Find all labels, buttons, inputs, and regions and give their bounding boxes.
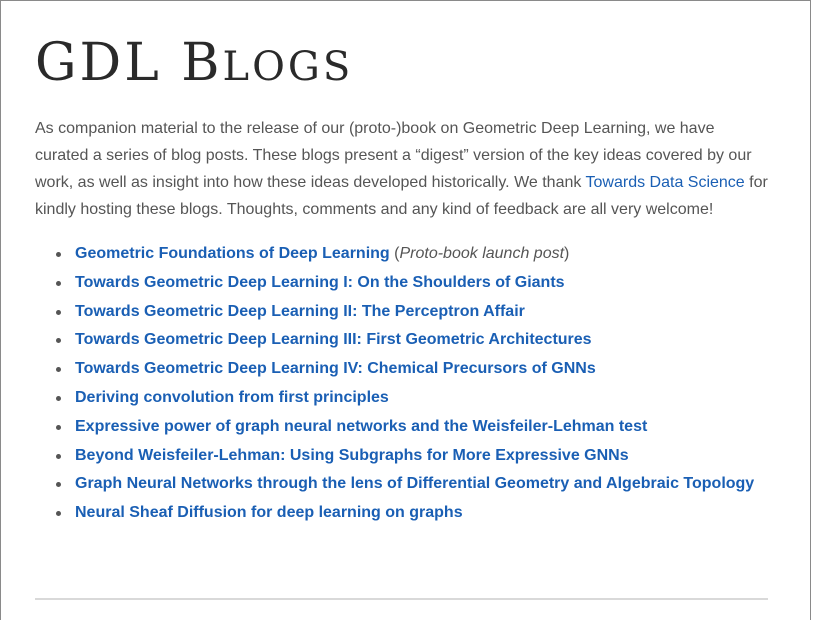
blog-post-link[interactable]: Towards Geometric Deep Learning II: The Perceptron Affair xyxy=(75,302,525,320)
blog-post-link[interactable]: Towards Geometric Deep Learning III: First Geometric Architectures xyxy=(75,331,592,349)
blog-post-link[interactable]: Neural Sheaf Diffusion for deep learning on graphs xyxy=(75,504,463,522)
post-note: Proto-book launch post xyxy=(399,245,565,262)
main-content xyxy=(35,31,770,528)
blog-post-link[interactable]: Beyond Weisfeiler-Lehman: Using Subgraphs for More Expressive GNNs xyxy=(75,446,629,464)
page-title-initial: GDL B xyxy=(35,33,223,93)
list-item xyxy=(75,384,770,413)
blog-post-list xyxy=(35,240,770,528)
page-title xyxy=(35,31,770,103)
blog-post-link[interactable]: Towards Geometric Deep Learning I: On the Shoulders of Giants xyxy=(75,273,565,291)
intro-text-before: As companion material to the release of our (proto-)book on Geometric Deep Learning, we have curated a series of blog posts. These blogs present a “digest” version of the key ideas covered by our work, as well as insight into how these ideas developed historically. We thank xyxy=(35,120,752,191)
list-item xyxy=(75,269,770,298)
page-title-rest: LOGS xyxy=(222,44,354,90)
intro-text-after: for kindly hosting these blogs. Thoughts, comments and any kind of feedback are all very welcome! xyxy=(35,174,768,218)
blog-post-link[interactable]: Towards Geometric Deep Learning IV: Chemical Precursors of GNNs xyxy=(75,360,596,378)
list-item xyxy=(75,499,770,528)
list-item xyxy=(75,355,770,384)
list-item xyxy=(75,470,770,499)
list-item xyxy=(75,442,770,471)
footer-divider xyxy=(35,598,768,600)
list-item: Geometric Foundations of Deep Learning (Proto-book launch post) xyxy=(75,240,770,269)
intro-paragraph xyxy=(35,115,770,223)
list-item xyxy=(75,298,770,327)
list-item xyxy=(75,326,770,355)
blog-post-link[interactable]: Graph Neural Networks through the lens of Differential Geometry and Algebraic Topology xyxy=(75,475,755,493)
blog-post-link[interactable]: Expressive power of graph neural networks and the Weisfeiler-Lehman test xyxy=(75,417,648,435)
blog-post-link[interactable]: Geometric Foundations of Deep Learning xyxy=(75,245,390,262)
blog-post-link[interactable]: Deriving convolution from first principles xyxy=(75,388,389,406)
towards-data-science-link[interactable]: Towards Data Science xyxy=(585,174,745,191)
list-item xyxy=(75,413,770,442)
